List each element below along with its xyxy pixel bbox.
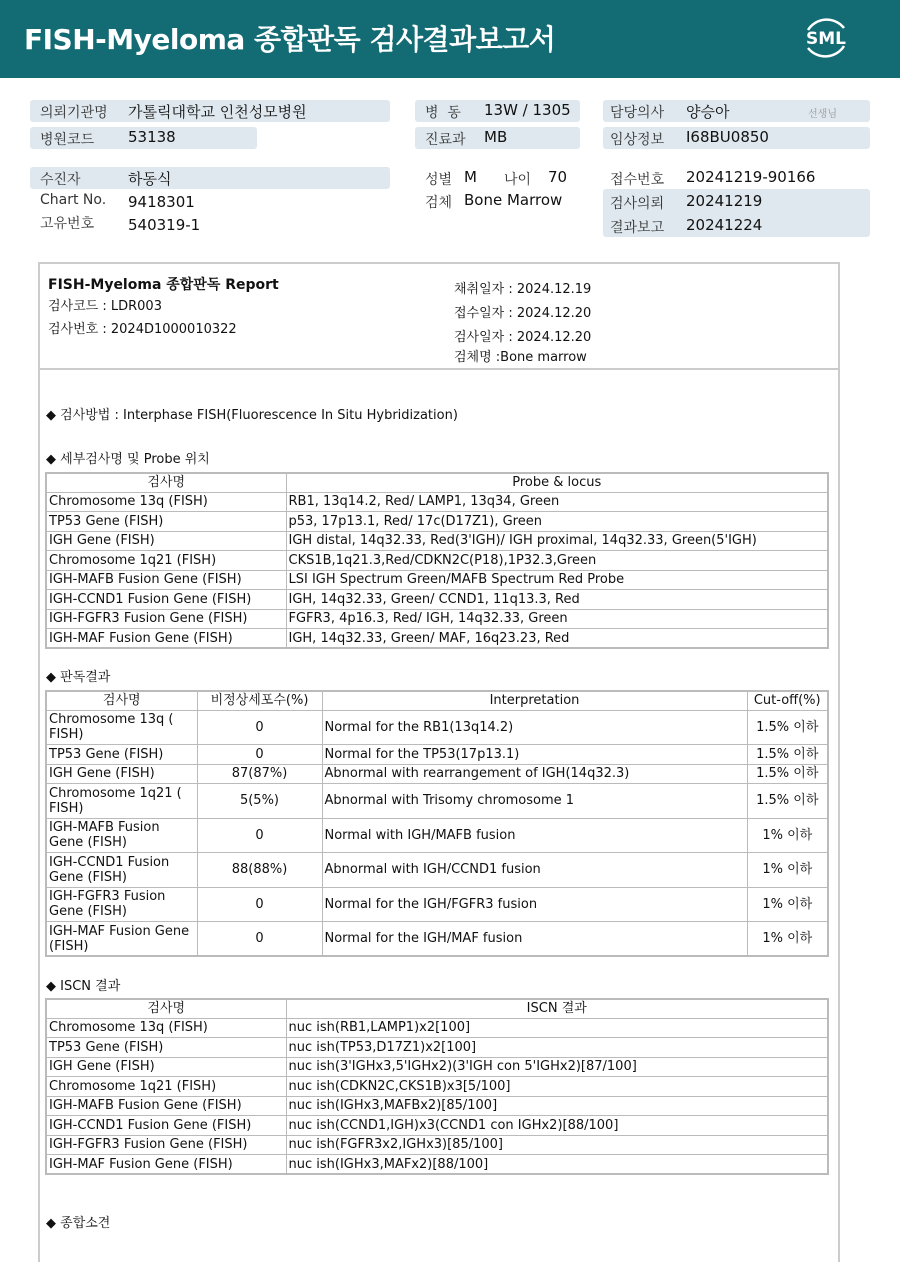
table-cell: Chromosome 1q21 ( FISH) [46,784,197,819]
ward-label: 병 동 [425,105,461,121]
dept-label: 진료과 [425,132,466,148]
doctor-suffix: 선생님 [808,109,837,120]
table-cell: Chromosome 13q ( FISH) [46,710,197,745]
table-row [46,887,828,922]
table-cell: LSI IGH Spectrum Green/MAFB Spectrum Red Probe [286,570,828,590]
summary-section-title: ◆ 종합소견 [46,1216,111,1231]
table-row [46,531,828,551]
table-row [46,1057,828,1077]
table-cell: TP53 Gene (FISH) [46,1038,286,1058]
table-row [46,710,828,745]
col-header: Cut-off(%) [747,691,828,710]
dept: MB [484,128,508,146]
table-cell: 1.5% 이하 [747,710,828,745]
table-row [46,492,828,512]
table-cell: 1% 이하 [747,853,828,888]
table-cell: IGH distal, 14q32.33, Red(3'IGH)/ IGH proximal, 14q32.33, Green(5'IGH) [286,531,828,551]
table-row [46,629,828,649]
report-summary-box [40,264,838,370]
table-cell: IGH-FGFR3 Fusion Gene (FISH) [46,887,197,922]
table-cell: IGH-MAFB Fusion Gene (FISH) [46,570,286,590]
table-cell: 1.5% 이하 [747,784,828,819]
table-cell: TP53 Gene (FISH) [46,512,286,532]
table-cell: IGH, 14q32.33, Green/ CCND1, 11q13.3, Red [286,590,828,610]
chart-label: Chart No. [40,192,107,208]
table-row [46,1077,828,1097]
specimen-name: 검체명 :Bone marrow [454,350,587,365]
table-cell: Abnormal with IGH/CCND1 fusion [322,853,747,888]
table-cell: p53, 17p13.1, Red/ 17c(D17Z1), Green [286,512,828,532]
uid: 540319-1 [128,216,201,234]
request-date: 20241219 [686,192,763,210]
table-cell: 88(88%) [197,853,322,888]
table-cell: Chromosome 1q21 (FISH) [46,1077,286,1097]
table-cell: Chromosome 13q (FISH) [46,492,286,512]
table-cell: 1% 이하 [747,922,828,957]
table-cell: IGH Gene (FISH) [46,531,286,551]
table-cell: nuc ish(IGHx3,MAFBx2)[85/100] [286,1096,828,1116]
uid-label: 고유번호 [40,216,95,232]
page-title: FISH-Myeloma 종합판독 검사결과보고서 [24,23,556,56]
table-cell: nuc ish(TP53,D17Z1)x2[100] [286,1038,828,1058]
col-header: 비정상세포수(%) [197,691,322,710]
result-section-title: ◆ 판독결과 [46,670,111,685]
patient-name: 하동식 [128,170,172,188]
clinical: I68BU0850 [686,128,769,146]
table-row [46,818,828,853]
col-header: 검사명 [46,999,286,1018]
table-cell: IGH-MAFB Fusion Gene (FISH) [46,1096,286,1116]
table-cell: IGH, 14q32.33, Green/ MAF, 16q23.23, Red [286,629,828,649]
table-cell: nuc ish(RB1,LAMP1)x2[100] [286,1018,828,1038]
iscn-section-title: ◆ ISCN 결과 [46,979,121,994]
report-header [0,0,900,78]
col-header: Probe & locus [286,473,828,492]
svg-text:SML: SML [806,29,846,49]
receipt-label: 접수번호 [610,172,665,188]
received-date: 접수일자 : 2024.12.20 [454,306,592,321]
hospital-code: 53138 [128,128,176,146]
table-cell: IGH-CCND1 Fusion Gene (FISH) [46,590,286,610]
table-row [46,853,828,888]
table-cell: IGH-CCND1 Fusion Gene (FISH) [46,1116,286,1136]
table-cell: 0 [197,818,322,853]
table-row [46,764,828,784]
test-date: 검사일자 : 2024.12.20 [454,330,592,345]
col-header: 검사명 [46,473,286,492]
specimen-label: 검체 [425,195,453,211]
table-row [46,512,828,532]
table-cell: nuc ish(CDKN2C,CKS1B)x3[5/100] [286,1077,828,1097]
sex: M [464,168,477,186]
chart-no: 9418301 [128,193,195,211]
table-row [46,1096,828,1116]
table-cell: 0 [197,887,322,922]
institution: 가톨릭대학교 인천성모병원 [128,103,307,121]
table-cell: Normal for the RB1(13q14.2) [322,710,747,745]
table-cell: Abnormal with Trisomy chromosome 1 [322,784,747,819]
test-number: 검사번호 : 2024D1000010322 [48,322,237,337]
table-cell: IGH Gene (FISH) [46,1057,286,1077]
table-cell: Abnormal with rearrangement of IGH(14q32.3) [322,764,747,784]
table-cell: IGH-FGFR3 Fusion Gene (FISH) [46,609,286,629]
probe-section-title: ◆ 세부검사명 및 Probe 위치 [46,452,210,467]
test-code: 검사코드 : LDR003 [48,299,162,314]
report-title: FISH-Myeloma 종합판독 Report [48,277,279,293]
patient-name-label: 수진자 [40,172,81,188]
result-table [45,690,829,957]
table-row [46,1018,828,1038]
table-row [46,745,828,765]
table-row [46,551,828,571]
age-label: 나이 [504,172,532,188]
collect-date: 채취일자 : 2024.12.19 [454,282,592,297]
table-row [46,590,828,610]
report-date: 20241224 [686,216,763,234]
doctor: 양승아 [686,103,730,121]
table-cell: 5(5%) [197,784,322,819]
method: ◆ 검사방법 : Interphase FISH(Fluorescence In Situ Hybridization) [46,408,458,423]
table-cell: nuc ish(IGHx3,MAFx2)[88/100] [286,1155,828,1175]
table-cell: nuc ish(CCND1,IGH)x3(CCND1 con IGHx2)[88/100] [286,1116,828,1136]
sml-logo [800,12,852,64]
age: 70 [548,168,568,186]
table-cell: TP53 Gene (FISH) [46,745,197,765]
col-header: Interpretation [322,691,747,710]
table-cell: CKS1B,1q21.3,Red/CDKN2C(P18),1P32.3,Green [286,551,828,571]
table-cell: IGH Gene (FISH) [46,764,197,784]
table-cell: Normal for the TP53(17p13.1) [322,745,747,765]
receipt-no: 20241219-90166 [686,168,816,186]
table-cell: Chromosome 13q (FISH) [46,1018,286,1038]
specimen: Bone Marrow [464,191,563,209]
table-cell: 1% 이하 [747,887,828,922]
table-row [46,922,828,957]
table-cell: FGFR3, 4p16.3, Red/ IGH, 14q32.33, Green [286,609,828,629]
table-cell: Chromosome 1q21 (FISH) [46,551,286,571]
table-cell: IGH-MAF Fusion Gene (FISH) [46,922,197,957]
table-cell: 87(87%) [197,764,322,784]
table-row [46,784,828,819]
table-cell: nuc ish(FGFR3x2,IGHx3)[85/100] [286,1135,828,1155]
table-cell: RB1, 13q14.2, Red/ LAMP1, 13q34, Green [286,492,828,512]
report-sheet [38,262,840,1262]
iscn-table [45,998,829,1175]
table-cell: Normal for the IGH/FGFR3 fusion [322,887,747,922]
table-cell: 1.5% 이하 [747,764,828,784]
table-cell: Normal for the IGH/MAF fusion [322,922,747,957]
table-row [46,1155,828,1175]
table-cell: nuc ish(3'IGHx3,5'IGHx2)(3'IGH con 5'IGHx2)[87/100] [286,1057,828,1077]
table-cell: IGH-MAF Fusion Gene (FISH) [46,629,286,649]
table-cell: 0 [197,710,322,745]
sex-label: 성별 [425,172,453,188]
table-cell: IGH-MAFB Fusion Gene (FISH) [46,818,197,853]
hospital-code-label: 병원코드 [40,132,95,148]
table-cell: IGH-FGFR3 Fusion Gene (FISH) [46,1135,286,1155]
table-row [46,1116,828,1136]
table-cell: 1.5% 이하 [747,745,828,765]
institution-label: 의뢰기관명 [40,105,108,121]
table-row [46,609,828,629]
report-label: 결과보고 [610,220,665,236]
table-row [46,1038,828,1058]
table-cell: Normal with IGH/MAFB fusion [322,818,747,853]
table-cell: 1% 이하 [747,818,828,853]
table-cell: 0 [197,745,322,765]
clinical-label: 임상정보 [610,132,665,148]
doctor-label: 담당의사 [610,105,665,121]
table-cell: IGH-MAF Fusion Gene (FISH) [46,1155,286,1175]
col-header: 검사명 [46,691,197,710]
request-label: 검사의뢰 [610,196,665,212]
table-row [46,570,828,590]
ward: 13W / 1305 [484,101,571,119]
col-header: ISCN 결과 [286,999,828,1018]
probe-table [45,472,829,649]
table-cell: 0 [197,922,322,957]
table-row [46,1135,828,1155]
table-cell: IGH-CCND1 Fusion Gene (FISH) [46,853,197,888]
